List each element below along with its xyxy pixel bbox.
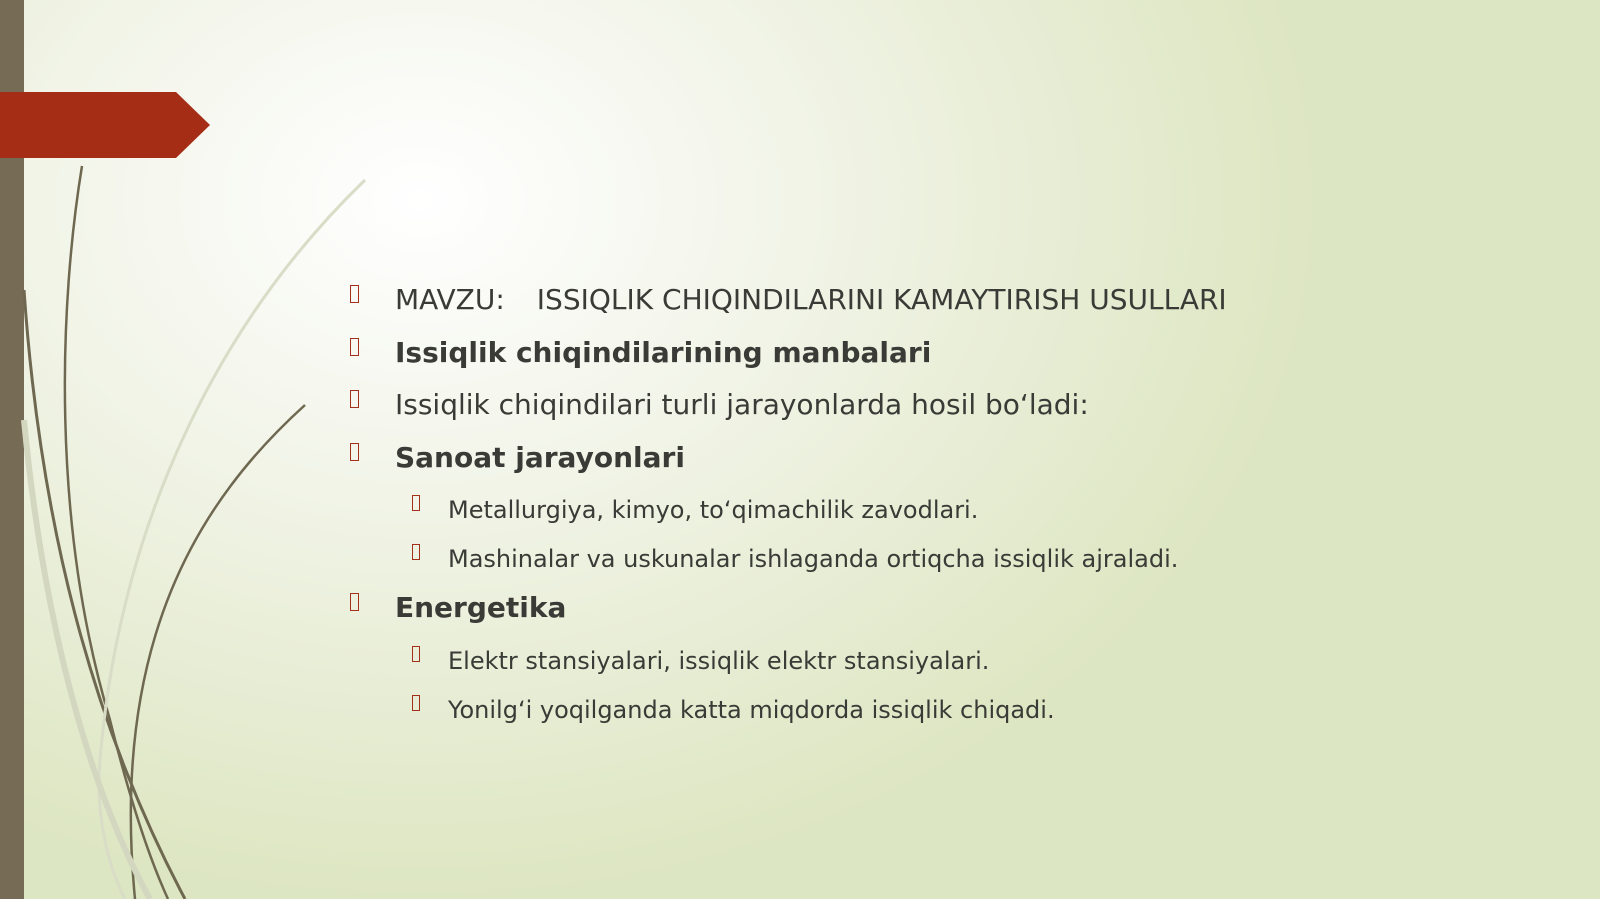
list-item: [350, 438, 1500, 491]
slide-content: [350, 280, 1500, 739]
sub-list-item: [350, 539, 1500, 588]
bullet-icon: [350, 593, 359, 611]
bullet-icon: [350, 443, 359, 461]
bullet-icon: [412, 695, 420, 711]
bullet-icon: [350, 390, 359, 408]
list-item-text: Sanoat jarayonlari: [395, 440, 685, 474]
list-item-text: Issiqlik chiqindilarining manbalari: [395, 335, 932, 369]
topic-title: ISSIQLIK CHIQINDILARINI KAMAYTIRISH USULLARI: [536, 283, 1227, 316]
list-item-text: Energetika: [395, 591, 567, 624]
bullet-icon: [350, 285, 359, 303]
list-item: [350, 588, 1500, 641]
sub-list-item-text: Yonilg‘i yoqilganda katta miqdorda issiqlik chiqadi.: [448, 695, 1055, 724]
bullet-icon: [412, 495, 420, 511]
bullet-icon: [412, 646, 420, 662]
sub-list-item-text: Metallurgiya, kimyo, to‘qimachilik zavodlari.: [448, 496, 979, 524]
bullet-icon: [412, 544, 420, 560]
arrow-tab-decoration: [0, 92, 210, 158]
sub-list-item-text: Mashinalar va uskunalar ishlaganda ortiqcha issiqlik ajraladi.: [448, 545, 1179, 573]
sub-list-item-text: Elektr stansiyalari, issiqlik elektr stansiyalari.: [448, 646, 990, 675]
list-item: [350, 385, 1500, 438]
topic-label: MAVZU:: [395, 283, 505, 316]
list-item: [350, 333, 1500, 386]
sub-list-item: [350, 690, 1500, 739]
bullet-icon: [350, 338, 359, 356]
title-line: [350, 280, 1500, 333]
sub-list-item: [350, 490, 1500, 539]
list-item-text: Issiqlik chiqindilari turli jarayonlarda hosil bo‘ladi:: [395, 388, 1089, 421]
sub-list-item: [350, 641, 1500, 690]
